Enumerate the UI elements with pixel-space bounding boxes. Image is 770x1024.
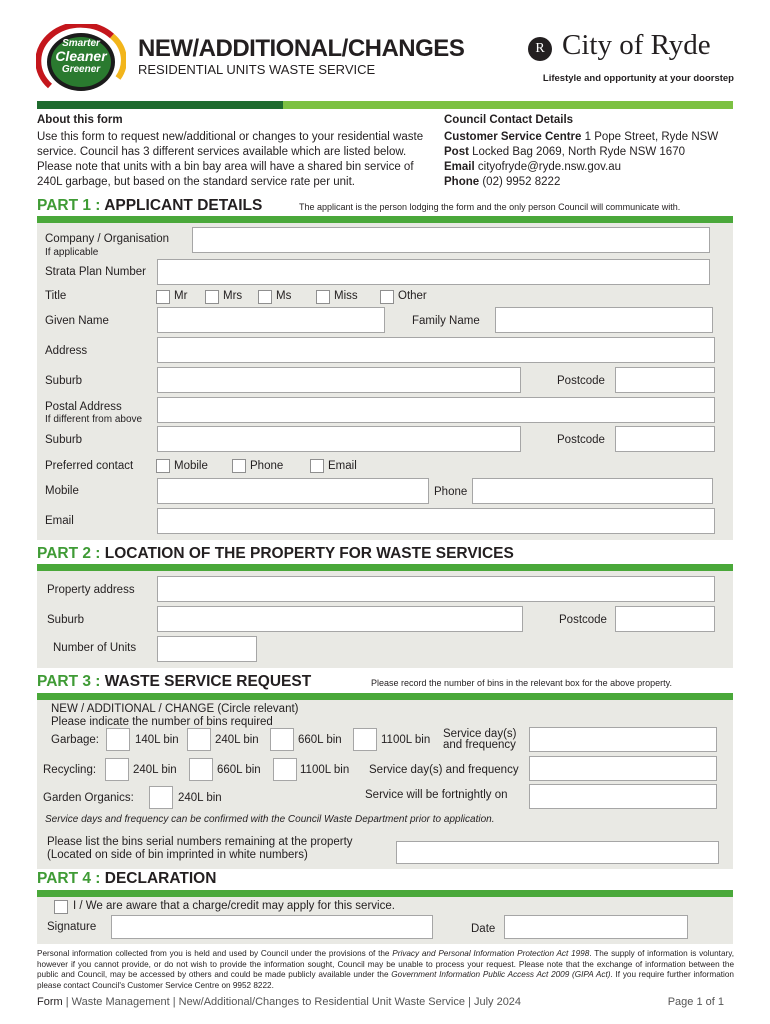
logo-line-3: Greener (61, 64, 101, 75)
title-checkbox-mrs[interactable] (205, 290, 219, 304)
company-sub: If applicable (45, 247, 99, 258)
privacy-act-1: Privacy and Personal Information Protection Act 1998 (392, 949, 590, 958)
page-title: NEW/ADDITIONAL/CHANGES (138, 35, 465, 62)
garbage-service-day-field[interactable] (529, 727, 717, 752)
number-of-units-field[interactable] (157, 636, 257, 662)
signature-label: Signature (47, 921, 97, 933)
phone-label: Phone (434, 486, 468, 498)
garbage-240-label: 240L bin (215, 734, 259, 746)
title-other-label: Other (398, 290, 427, 302)
recycling-1100-label: 1100L bin (300, 764, 350, 776)
recycling-240-label: 240L bin (133, 764, 177, 776)
title-ms-label: Ms (276, 290, 292, 302)
city-name: City of Ryde (562, 29, 711, 61)
postal-address-sub: If different from above (45, 414, 143, 425)
phone-label: Phone (444, 176, 480, 188)
address-label: Address (45, 345, 88, 357)
about-heading: About this form (37, 114, 123, 126)
privacy-text-3: . If you require further information please contact Council's Customer Service Centre on 9952 8222. (37, 970, 734, 990)
service-day-line-a: Service day(s) (443, 728, 517, 740)
privacy-notice (37, 949, 734, 991)
strata-field[interactable] (157, 259, 710, 285)
title-mrs-label: Mrs (223, 290, 243, 302)
email-label: Email (45, 515, 74, 527)
declaration-text: I / We are aware that a charge/credit may apply for this service. (73, 900, 395, 912)
part4-bar (37, 890, 733, 897)
footer-form: Form (37, 996, 63, 1008)
part4-heading (37, 870, 216, 888)
given-name-label: Given Name (45, 315, 109, 327)
pref-checkbox-email[interactable] (310, 459, 324, 473)
garbage-1100-label: 1100L bin (381, 734, 431, 746)
service-day-line-b: and frequency (443, 739, 516, 751)
fortnightly-label: Service will be fortnightly on (365, 789, 508, 801)
city-mark-icon (528, 37, 552, 61)
mobile-field[interactable] (157, 478, 429, 504)
post-value: Locked Bag 2069, North Ryde NSW 1670 (472, 146, 685, 158)
title-miss-label: Miss (334, 290, 358, 302)
postal-postcode-field[interactable] (615, 426, 715, 452)
strata-label: Strata Plan Number (45, 266, 146, 278)
part1-number: PART 1 : (37, 197, 101, 214)
family-name-label: Family Name (412, 315, 480, 327)
part2-heading (37, 545, 514, 563)
fortnightly-field[interactable] (529, 784, 717, 809)
suburb-label: Suburb (45, 375, 83, 387)
signature-field[interactable] (111, 915, 433, 939)
garden-240-field[interactable] (149, 786, 173, 809)
email-label: Email (444, 161, 475, 173)
title-checkbox-ms[interactable] (258, 290, 272, 304)
part1-note: The applicant is the person lodging the form and the only person Council will communicate with. (299, 202, 681, 212)
smarter-cleaner-greener-logo (36, 24, 126, 96)
part1-panel (37, 223, 733, 540)
privacy-act-2: Government Information Public Access Act 2009 (GIPA Act) (391, 970, 611, 979)
part3-heading (37, 673, 311, 691)
pref-checkbox-phone[interactable] (232, 459, 246, 473)
title-checkbox-miss[interactable] (316, 290, 330, 304)
garbage-660-field[interactable] (270, 728, 294, 751)
declaration-checkbox[interactable] (54, 900, 68, 914)
date-field[interactable] (504, 915, 688, 939)
email-field[interactable] (157, 508, 715, 534)
bins-serial-line-a: Please list the bins serial numbers remaining at the property (47, 836, 353, 848)
number-of-units-label: Number of Units (53, 642, 137, 654)
part3-number: PART 3 : (37, 673, 101, 690)
part2-title: LOCATION OF THE PROPERTY FOR WASTE SERVICES (104, 545, 514, 562)
logo-line-1: Smarter (62, 38, 100, 49)
given-name-field[interactable] (157, 307, 385, 333)
postal-postcode-label: Postcode (557, 434, 605, 446)
recycling-240-field[interactable] (105, 758, 129, 781)
part2-panel (37, 571, 733, 668)
recycling-660-label: 660L bin (217, 764, 261, 776)
bins-required-instruction: Please indicate the number of bins required (51, 716, 273, 728)
property-suburb-label: Suburb (47, 614, 85, 626)
city-of-ryde-logo (528, 29, 734, 85)
post-label: Post (444, 146, 469, 158)
footer-left (37, 996, 521, 1008)
bins-serial-line-b: (Located on side of bin imprinted in white numbers) (47, 849, 308, 861)
title-checkbox-mr[interactable] (156, 290, 170, 304)
bins-serial-field[interactable] (396, 841, 719, 864)
garbage-label: Garbage: (51, 734, 99, 746)
part4-panel (37, 897, 733, 944)
phone-value: (02) 9952 8222 (482, 176, 561, 188)
footer-details: | Waste Management | New/Additional/Changes to Residential Unit Waste Service | July 2024 (62, 996, 522, 1008)
title-label: Title (45, 290, 67, 302)
part4-title: DECLARATION (104, 870, 217, 887)
part3-bar (37, 693, 733, 700)
garbage-1100-field[interactable] (353, 728, 377, 751)
garbage-240-field[interactable] (187, 728, 211, 751)
garbage-140-field[interactable] (106, 728, 130, 751)
csc-value: 1 Pope Street, Ryde NSW (584, 131, 719, 143)
part1-heading (37, 197, 262, 215)
postal-suburb-label: Suburb (45, 434, 83, 446)
postal-address-field[interactable] (157, 397, 715, 423)
pref-mobile-label: Mobile (174, 460, 208, 472)
city-tagline: Lifestyle and opportunity at your doorstep (542, 73, 734, 84)
phone-field[interactable] (472, 478, 713, 504)
address-field[interactable] (157, 337, 715, 363)
postcode-label: Postcode (557, 375, 605, 387)
property-postcode-field[interactable] (615, 606, 715, 632)
part2-bar (37, 564, 733, 571)
property-postcode-label: Postcode (559, 614, 607, 626)
date-label: Date (471, 923, 496, 935)
garden-organics-label: Garden Organics: (43, 792, 134, 804)
part4-number: PART 4 : (37, 870, 101, 887)
property-address-label: Property address (47, 584, 135, 596)
garbage-service-day-label (443, 729, 517, 751)
logo-line-2: Cleaner (55, 48, 107, 64)
header-light-bar (283, 101, 733, 109)
header-green-bar (37, 101, 283, 109)
contact-block (444, 130, 736, 190)
part3-note: Please record the number of bins in the relevant box for the above property. (371, 678, 673, 688)
company-label: Company / Organisation (45, 233, 170, 245)
garbage-140-label: 140L bin (135, 734, 179, 746)
about-text: Use this form to request new/additional or changes to your residential waste service. Council has 3 different services available which are listed below. Please note that units with a bin bay area will have a shared bin service of 240L garbage, but based on the standard service rate per unit. (37, 131, 424, 188)
suburb-field[interactable] (157, 367, 521, 393)
part2-number: PART 2 : (37, 545, 101, 562)
email-value[interactable]: cityofryde@ryde.nsw.gov.au (477, 161, 622, 173)
company-field[interactable] (192, 227, 710, 253)
property-suburb-field[interactable] (157, 606, 523, 632)
city-mark-letter: R (535, 41, 545, 56)
privacy-text-2: . The supply of information is voluntary, however if you cannot provide, or do not wish to provide the information sought, Council may be unable to process your request. Please note that the exchange of information between the public and Council, may be accessed by others and could be made publicly available under the (37, 949, 734, 979)
pref-checkbox-mobile[interactable] (156, 459, 170, 473)
recycling-1100-field[interactable] (273, 758, 297, 781)
recycling-service-day-field[interactable] (529, 756, 717, 781)
recycling-label: Recycling: (43, 764, 97, 776)
bins-serial-label (47, 836, 353, 862)
family-name-field[interactable] (495, 307, 713, 333)
garden-240-label: 240L bin (178, 792, 222, 804)
postal-address-label: Postal Address (45, 401, 122, 413)
mobile-label: Mobile (45, 485, 79, 497)
part3-panel (37, 700, 733, 869)
service-type-instruction: NEW / ADDITIONAL / CHANGE (Circle relevant) (51, 703, 299, 715)
page-subtitle: RESIDENTIAL UNITS WASTE SERVICE (138, 62, 376, 77)
postcode-field[interactable] (615, 367, 715, 393)
postal-suburb-field[interactable] (157, 426, 521, 452)
property-address-field[interactable] (157, 576, 715, 602)
recycling-660-field[interactable] (189, 758, 213, 781)
contact-heading: Council Contact Details (444, 114, 574, 126)
footer-page-number: Page 1 of 1 (667, 996, 724, 1008)
pref-phone-label: Phone (250, 460, 284, 472)
title-checkbox-other[interactable] (380, 290, 394, 304)
part1-title: APPLICANT DETAILS (104, 197, 263, 214)
title-mr-label: Mr (174, 290, 188, 302)
recycling-service-day-label: Service day(s) and frequency (369, 764, 519, 776)
privacy-text-1: Personal information collected from you is held and used by Council under the provisions of the (37, 949, 393, 958)
preferred-contact-label: Preferred contact (45, 460, 134, 472)
garbage-660-label: 660L bin (298, 734, 342, 746)
csc-label: Customer Service Centre (444, 131, 582, 143)
part3-title: WASTE SERVICE REQUEST (104, 673, 312, 690)
part1-bar (37, 216, 733, 223)
pref-email-label: Email (328, 460, 357, 472)
service-confirm-note: Service days and frequency can be confirmed with the Council Waste Department prior to application. (45, 814, 495, 825)
